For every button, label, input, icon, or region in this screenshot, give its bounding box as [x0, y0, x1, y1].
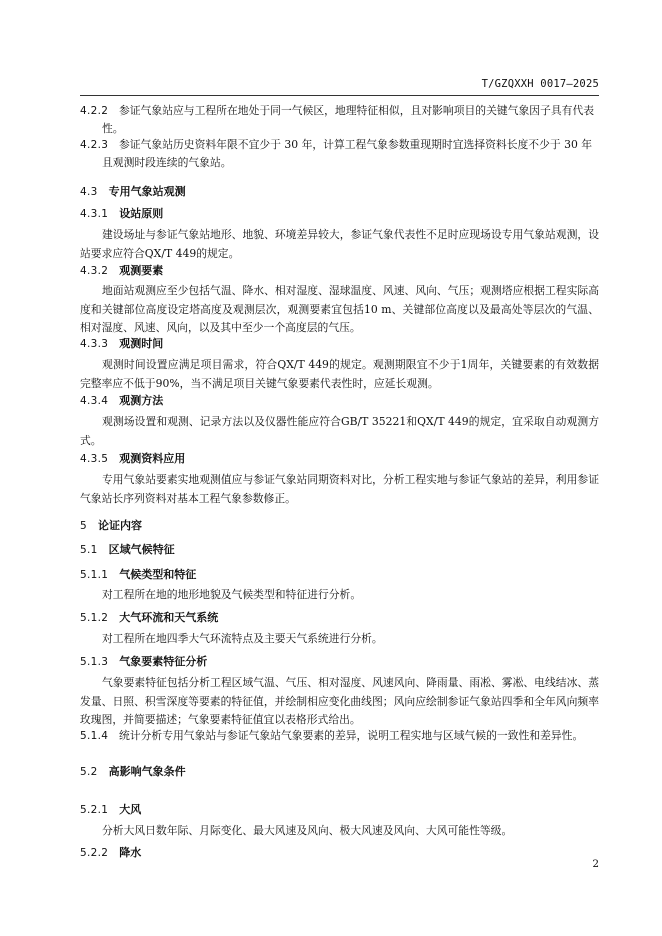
section-heading: [80, 652, 599, 672]
section-heading: [80, 608, 599, 628]
section-number: 5.1.2: [80, 612, 109, 624]
section-heading: [80, 762, 599, 782]
clause-text: 参证气象站历史资料年限不宜少于 30 年，计算工程气象参数重现期时宜选择资料长度不少于 30 年且观测时段连续的气象站。: [102, 138, 593, 169]
section-title: 大气环流和天气系统: [119, 611, 219, 624]
section-heading: [80, 182, 599, 202]
section-title: 高影响气象条件: [108, 765, 186, 778]
section-number: 4.3.3: [80, 338, 109, 350]
section-title: 设站原则: [119, 207, 164, 220]
page-number: 2: [592, 858, 599, 870]
clause-text: 参证气象站应与工程所在地处于同一气候区，地理特征相似，且对影响项目的关键气象因子具有代表性。: [102, 104, 595, 135]
section-number: 4.3: [80, 186, 98, 198]
section-title: 气象要素特征分析: [119, 655, 208, 668]
body-paragraph: 气象要素特征包括分析工程区域气温、气压、相对湿度、风速风向、降雨量、雨凇、雾凇、电线结冰、蒸发量、日照、积雪深度等要素的特征值，并绘制相应变化曲线图；风向应绘制参证气象站四季和全年风向频率玫瑰图，并简要描述；气象要素特征值宜以表格形式给出。: [80, 676, 599, 726]
body-paragraph: 分析大风日数年际、月际变化、最大风速及风向、极大风速及风向、大风可能性等级。: [102, 824, 513, 837]
section-title: 论证内容: [97, 519, 142, 532]
section-title: 大风: [119, 803, 142, 816]
section-number: 4.3.5: [80, 453, 109, 465]
section-heading: [80, 565, 599, 585]
section-number: 4.3.2: [80, 265, 109, 277]
section-heading: [80, 391, 599, 411]
section-title: 专用气象站观测: [108, 185, 186, 198]
header-rule: [80, 95, 599, 96]
clause-number: 5.1.4: [80, 730, 109, 742]
numbered-clause: [80, 136, 599, 171]
body-paragraph: 对工程所在地的地形地貌及气候类型和特征进行分析。: [102, 588, 362, 601]
clause-number: 4.2.3: [80, 139, 109, 151]
section-heading: [80, 516, 599, 536]
section-title: 气候类型和特征: [119, 568, 197, 581]
body-paragraph: 观测场设置和观测、记录方法以及仪器性能应符合GB/T 35221和QX/T 449的规定，宜采取自动观测方式。: [80, 415, 599, 447]
section-title: 观测要素: [119, 264, 164, 277]
body-paragraph: 地面站观测应至少包括气温、降水、相对湿度、湿球温度、风速、风向、气压；观测塔应根据工程实际高度和关键部位高度设定塔高度及观测层次，观测要素宜包括10 m、关键部位高度以及最高处等层次的气温、相对湿度、风速、风向，以及其中至少一个高度层的气压。: [80, 284, 599, 334]
document-code-header: T/GZQXXH 0017—2025: [481, 78, 599, 90]
clause-number: 4.2.2: [80, 105, 109, 117]
section-heading: [80, 334, 599, 354]
section-title: 降水: [119, 846, 142, 859]
section-number: 5.2: [80, 766, 98, 778]
clause-text: 统计分析专用气象站与参证气象站气象要素的差异，说明工程实地与区域气候的一致性和差异性。: [119, 729, 584, 742]
section-number: 5.1.1: [80, 569, 109, 581]
section-number: 5: [80, 520, 87, 532]
body-paragraph: 对工程所在地四季大气环流特点及主要天气系统进行分析。: [102, 632, 383, 645]
section-title: 观测资料应用: [119, 452, 186, 465]
numbered-clause: [80, 727, 599, 745]
body-paragraph: 专用气象站要素实地观测值应与参证气象站同期资料对比，分析工程实地与参证气象站的差异，利用参证气象站长序列资料对基本工程气象参数修正。: [80, 473, 599, 505]
section-number: 5.2.2: [80, 847, 109, 859]
section-heading: [80, 204, 599, 224]
body-paragraph: 建设场址与参证气象站地形、地貌、环境差异较大，参证气象代表性不足时应现场设专用气象站观测，设站要求应符合QX/T 449的规定。: [80, 228, 599, 260]
section-number: 4.3.1: [80, 208, 109, 220]
section-title: 观测时间: [119, 337, 164, 350]
section-heading: [80, 843, 599, 863]
section-heading: [80, 800, 599, 820]
section-title: 观测方法: [119, 394, 164, 407]
section-heading: [80, 540, 599, 560]
section-number: 4.3.4: [80, 395, 109, 407]
section-heading: [80, 261, 599, 281]
numbered-clause: [80, 102, 599, 137]
section-number: 5.2.1: [80, 804, 109, 816]
section-number: 5.1: [80, 544, 98, 556]
section-heading: [80, 449, 599, 469]
section-title: 区域气候特征: [108, 543, 175, 556]
body-paragraph: 观测时间设置应满足项目需求，符合QX/T 449的规定。观测期限宜不少于1周年，关键要素的有效数据完整率应不低于90%，当不满足项目关键气象要素代表性时，应延长观测。: [80, 358, 599, 390]
section-number: 5.1.3: [80, 656, 109, 668]
